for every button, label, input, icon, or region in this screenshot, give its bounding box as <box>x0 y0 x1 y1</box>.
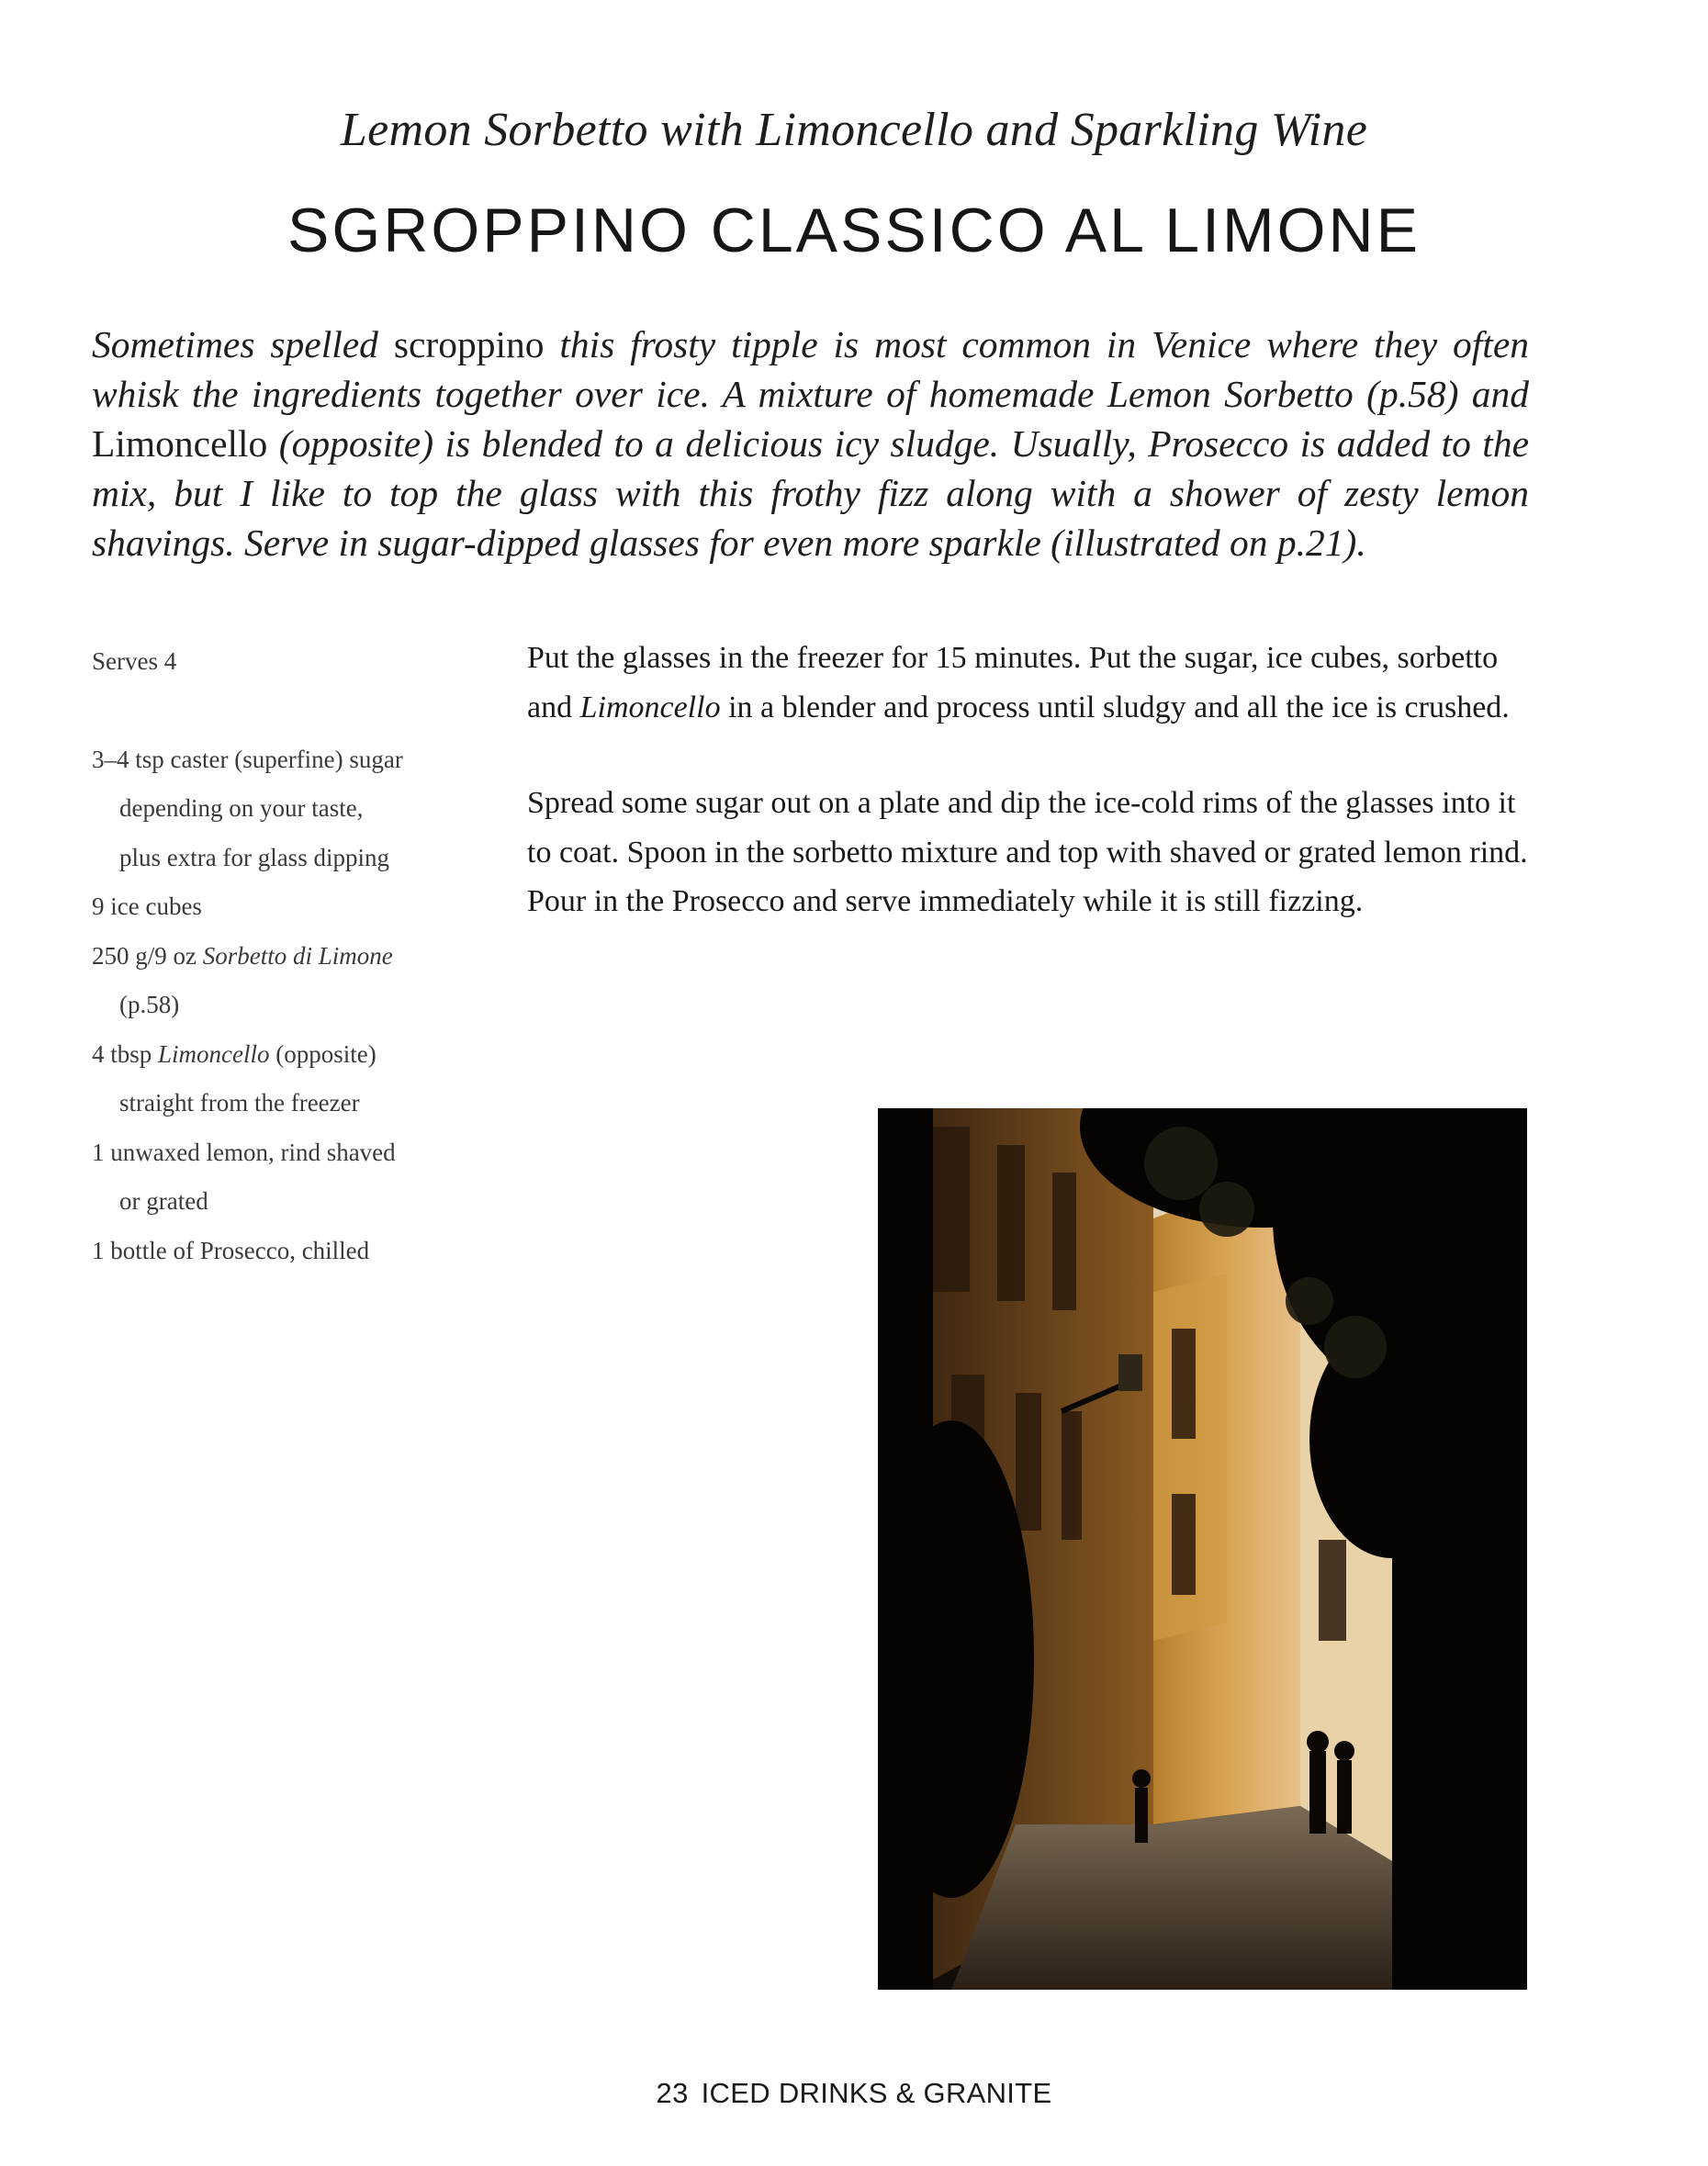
intro-term-limoncello: Limoncello <box>92 422 268 465</box>
ingredient-term: Sorbetto di Limone <box>202 941 393 970</box>
method-text: Put the glasses in the freezer for 15 minutes. Put the sugar, ice cubes, sorbetto and <box>527 641 1499 724</box>
ingredient-line: plus extra for glass dipping <box>119 843 389 871</box>
method-column <box>527 634 1528 973</box>
recipe-subtitle: Lemon Sorbetto with Limoncello and Sparkling Wine <box>340 104 1368 156</box>
recipe-intro <box>92 320 1529 567</box>
ingredient-line: 1 unwaxed lemon, rind shaved <box>92 1138 396 1166</box>
ingredient-line: depending on your taste, <box>119 794 364 822</box>
ingredient-sugar <box>92 735 478 883</box>
intro-text-3: (opposite) is blended to a delicious icy sludge. Usually, Prosecco is added to the mix, but I like to top the glass with this frothy fizz along with a shower of zesty lemon shavings. Serve in sugar-dipped glasses for even more sparkle (illustrated on p.21). <box>92 422 1529 564</box>
ingredient-line: 1 bottle of Prosecco, chilled <box>92 1236 370 1264</box>
section-name: ICED DRINKS & GRANITE <box>701 2077 1052 2109</box>
method-step-1 <box>527 634 1528 732</box>
page-footer <box>0 2077 1708 2110</box>
intro-text-1: Sometimes spelled <box>92 323 394 365</box>
ingredient-line: (opposite) <box>269 1039 376 1068</box>
ingredient-line: straight from the freezer <box>119 1089 360 1117</box>
method-text: in a blender and process until sludgy and all the ice is crushed. <box>720 690 1510 724</box>
street-photo-illustration <box>878 1108 1527 1990</box>
ingredient-sorbetto <box>92 932 478 1030</box>
ingredients-column <box>92 637 478 1275</box>
page-number: 23 <box>656 2077 689 2109</box>
ingredient-line: 4 tbsp <box>92 1039 159 1068</box>
ingredient-line: 9 ice cubes <box>92 892 202 920</box>
ingredient-limoncello <box>92 1030 478 1128</box>
ingredient-lemon <box>92 1128 478 1227</box>
intro-text-2: this frosty tipple is most common in Venice where they often whisk the ingredients together over ice. A mixture of homemade Lemon Sorbetto (p.58) and <box>92 323 1529 415</box>
method-term: Limoncello <box>579 690 721 724</box>
ingredient-line: 3–4 tsp caster (superfine) sugar <box>92 745 403 773</box>
ingredient-line: or grated <box>119 1187 208 1215</box>
intro-term-scroppino: scroppino <box>393 323 545 365</box>
ingredient-line: (p.58) <box>119 991 180 1018</box>
ingredient-line: 250 g/9 oz <box>92 941 203 970</box>
ingredient-list <box>92 735 478 1276</box>
method-step-2: Spread some sugar out on a plate and dip the ice-cold rims of the glasses into it to coat. Spoon in the sorbetto mixture and top with shaved or grated lemon rind. Pour in the Prosecco and serve immediately while it is still fizzing. <box>527 786 1528 918</box>
ingredient-ice <box>92 882 478 932</box>
street-photo <box>878 1108 1527 1990</box>
recipe-title: SGROPPINO CLASSICO AL LIMONE <box>287 196 1421 265</box>
ingredient-prosecco <box>92 1227 478 1276</box>
serves-label: Serves 4 <box>92 647 177 675</box>
ingredient-term: Limoncello <box>158 1039 270 1068</box>
